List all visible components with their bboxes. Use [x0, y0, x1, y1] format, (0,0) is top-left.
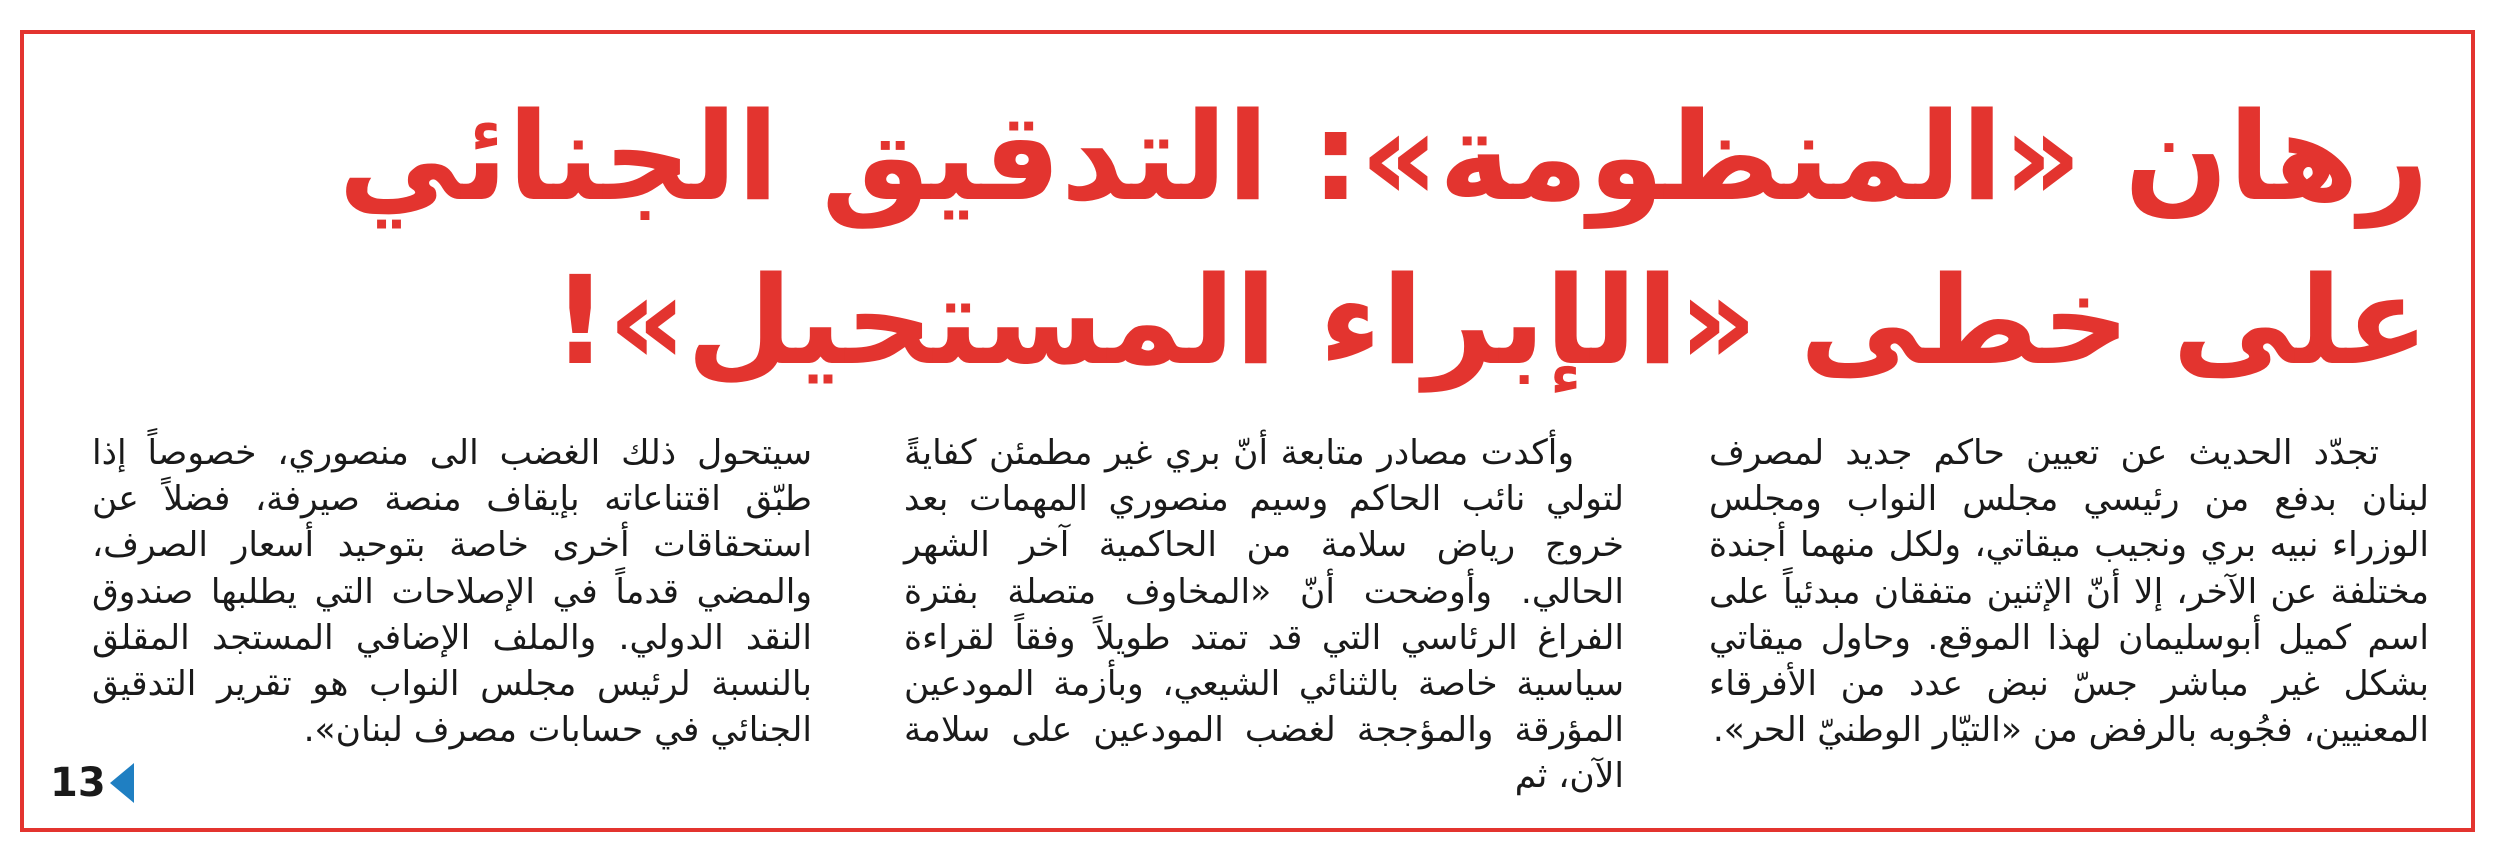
headline-line-1: رهان «المنظومة»: التدقيق الجنائي	[338, 86, 2429, 228]
page-marker	[50, 760, 134, 806]
column-3-text: سيتحول ذلك الغضب الى منصوري، خصوصاً إذا طبّق اقتناعاته بإيقاف منصة صيرفة، فضلاً عن استحقاقات أخرى خاصة بتوحيد أسعار الصرف، والمضي قدماً في الإصلاحات التي يطلبها صندوق النقد الدولي. والملف الإضافي المستجد المقلق بالنسبة لرئيس مجلس النواب هو تقرير التدقيق الجنائي في حسابات مصرف لبنان».	[92, 433, 812, 751]
column-2-text: وأكدت مصادر متابعة أنّ بري غير مطمئن كفايةً لتولي نائب الحاكم وسيم منصوري المهمات بعد خروج رياض سلامة من الحاكمية آخر الشهر الحالي. وأوضحت أنّ «المخاوف متصلة بفترة الفراغ الرئاسي التي قد تمتد طويلاً وفقاً لقراءة سياسية خاصة بالثنائي الشيعي، وبأزمة المودعين المؤرقة والمؤججة لغضب المودعين على سلامة الآن، ثم	[904, 433, 1624, 797]
article-column-3	[92, 430, 812, 790]
arrow-left-icon	[110, 763, 134, 803]
column-1-text: تجدّد الحديث عن تعيين حاكم جديد لمصرف لبنان بدفع من رئيسي مجلس النواب ومجلس الوزراء نبيه بري ونجيب ميقاتي، ولكل منهما أجندة مختلفة عن الآخر، إلا أنّ الإثنين متفقان مبدئياً على اسم كميل أبوسليمان لهذا الموقع. وحاول ميقاتي بشكل غير مباشر جسّ نبض عدد من الأفرقاء المعنيين، فجُوبه بالرفض من «التيّار الوطنيّ الحر».	[1709, 433, 2429, 751]
article-column-1	[1709, 430, 2429, 790]
headline-line-2: على خطى «الإبراء المستحيل»!	[552, 250, 2429, 392]
page-number: 13	[50, 760, 106, 806]
article-column-2	[904, 430, 1624, 797]
